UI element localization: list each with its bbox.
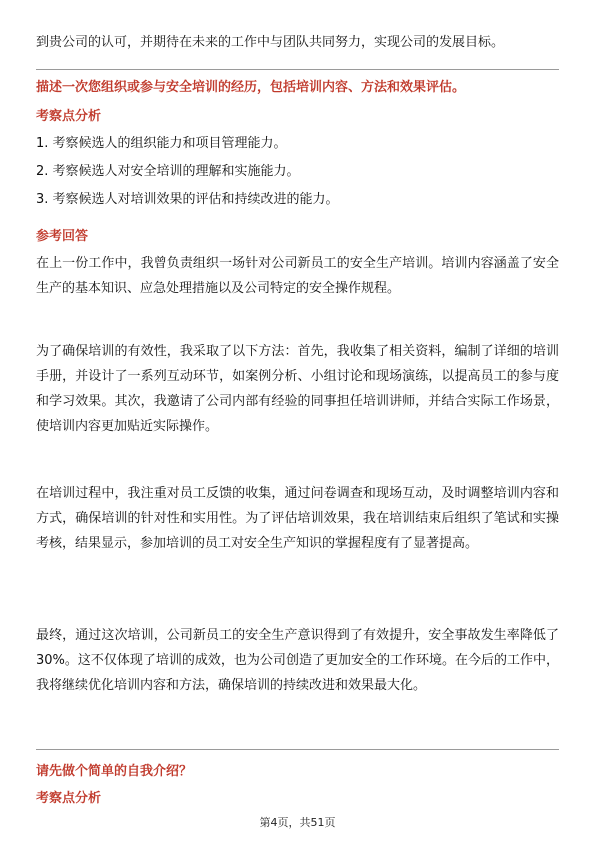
- question-title: 描述一次您组织或参与安全培训的经历，包括培训内容、方法和效果评估。: [36, 80, 466, 95]
- answer-heading: 参考回答: [36, 229, 89, 244]
- question-title: 请先做个简单的自我介绍？: [36, 764, 193, 779]
- page-number: 第4页，共51页: [259, 816, 336, 829]
- analysis-heading: 考察点分析: [36, 791, 102, 806]
- answer-paragraph: 在上一份工作中，我曾负责组织一场针对公司新员工的安全生产培训。培训内容涵盖了安全生产的基本知识、应急处理措施以及公司特定的安全操作规程。: [36, 256, 559, 296]
- analysis-item: 2. 考察候选人对安全培训的理解和实施能力。: [36, 164, 300, 179]
- analysis-item: 3. 考察候选人对培训效果的评估和持续改进的能力。: [36, 192, 339, 207]
- analysis-item: 1. 考察候选人的组织能力和项目管理能力。: [36, 136, 287, 151]
- answer-paragraph: 为了确保培训的有效性，我采取了以下方法：首先，我收集了相关资料，编制了详细的培训手册，并设计了一系列互动环节，如案例分析、小组讨论和现场演练，以提高员工的参与度和学习效果。其次，我邀请了公司内部有经验的同事担任培训讲师，并结合实际工作场景，使培训内容更加贴近实际操作。: [36, 344, 559, 434]
- answer-paragraph: 最终，通过这次培训，公司新员工的安全生产意识得到了有效提升，安全事故发生率降低了30%。这不仅体现了培训的成效，也为公司创造了更加安全的工作环境。在今后的工作中，我将继续优化培训内容和方法，确保培训的持续改进和效果最大化。: [36, 628, 559, 693]
- section-divider: [36, 749, 559, 750]
- previous-answer-tail: 到贵公司的认可，并期待在未来的工作中与团队共同努力，实现公司的发展目标。: [36, 35, 505, 50]
- answer-paragraph: 在培训过程中，我注重对员工反馈的收集，通过问卷调查和现场互动，及时调整培训内容和方式，确保培训的针对性和实用性。为了评估培训效果，我在培训结束后组织了笔试和实操考核，结果显示，参加培训的员工对安全生产知识的掌握程度有了显著提高。: [36, 486, 559, 551]
- section-divider: [36, 69, 559, 70]
- analysis-heading: 考察点分析: [36, 109, 102, 124]
